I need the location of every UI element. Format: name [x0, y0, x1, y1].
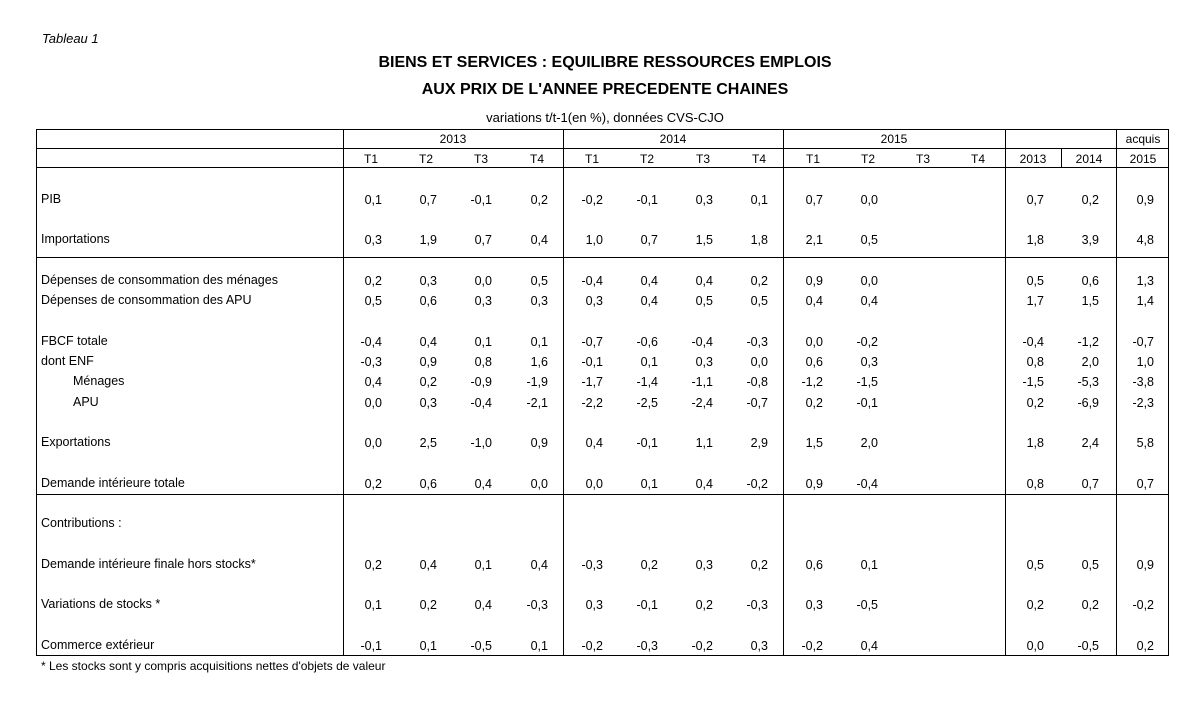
table-cell: -2,2 [581, 396, 603, 410]
year-header: 2014 [659, 132, 687, 146]
column-separator [563, 129, 564, 655]
table-cell: 0,8 [1026, 477, 1044, 491]
table-cell: -0,1 [636, 193, 658, 207]
column-separator [343, 129, 344, 655]
table-cell: -0,4 [470, 396, 492, 410]
table-cell: 1,0 [585, 233, 603, 247]
row-label: APU [73, 395, 99, 409]
table-cell: 5,8 [1136, 436, 1154, 450]
table-cell: -1,5 [856, 375, 878, 389]
table-cell: 0,2 [640, 558, 658, 572]
table-cell: -0,7 [581, 335, 603, 349]
table-cell: 0,3 [474, 294, 492, 308]
row-label: Dépenses de consommation des APU [41, 293, 252, 307]
table-cell: 1,7 [1026, 294, 1044, 308]
table-cell: 0,7 [1026, 193, 1044, 207]
table-cell: 0,4 [474, 477, 492, 491]
table-cell: 0,1 [750, 193, 768, 207]
column-separator [1116, 129, 1117, 655]
table-cell: 0,4 [419, 558, 437, 572]
year-header: 2015 [880, 132, 908, 146]
table-cell: 0,4 [530, 233, 548, 247]
table-cell: -0,5 [470, 639, 492, 653]
table-cell: 1,9 [419, 233, 437, 247]
table-cell: 0,2 [805, 396, 823, 410]
table-cell: -0,1 [636, 436, 658, 450]
table-cell: 0,0 [474, 274, 492, 288]
table-cell: 0,3 [419, 396, 437, 410]
row-label: Demande intérieure totale [41, 476, 185, 490]
table-cell: -0,2 [581, 193, 603, 207]
table-cell: 0,6 [805, 355, 823, 369]
table-cell: 0,5 [695, 294, 713, 308]
table-cell: 1,6 [530, 355, 548, 369]
table-border-top [36, 129, 1168, 130]
table-cell: 0,9 [419, 355, 437, 369]
year-header: 2013 [439, 132, 467, 146]
row-label: Exportations [41, 435, 111, 449]
table-cell: 0,4 [530, 558, 548, 572]
table-cell: 0,7 [419, 193, 437, 207]
table-cell: 0,1 [474, 335, 492, 349]
table-cell: 0,6 [805, 558, 823, 572]
section-separator [36, 494, 1168, 495]
table-cell: 0,1 [364, 193, 382, 207]
table-cell: -0,4 [360, 335, 382, 349]
table-cell: -0,4 [581, 274, 603, 288]
row-label: Commerce extérieur [41, 638, 155, 652]
table-cell: 0,0 [585, 477, 603, 491]
table-cell: -0,3 [360, 355, 382, 369]
table-cell: 0,0 [805, 335, 823, 349]
table-title-line1: BIENS ET SERVICES : EQUILIBRE RESSOURCES EMPLOIS [378, 54, 832, 71]
table-cell: 3,9 [1081, 233, 1099, 247]
table-cell: -1,1 [691, 375, 713, 389]
table-cell: 0,3 [364, 233, 382, 247]
table-cell: -2,4 [691, 396, 713, 410]
table-cell: 0,5 [860, 233, 878, 247]
table-cell: 0,2 [364, 274, 382, 288]
quarter-header: T4 [751, 152, 766, 166]
table-cell: 0,4 [695, 477, 713, 491]
acquis-year-header: 2015 [1129, 152, 1157, 166]
table-cell: -0,4 [856, 477, 878, 491]
table-cell: 0,1 [530, 639, 548, 653]
table-cell: 0,2 [419, 598, 437, 612]
table-cell: 0,2 [1136, 639, 1154, 653]
table-cell: 0,1 [364, 598, 382, 612]
row-label: FBCF totale [41, 334, 108, 348]
table-cell: -6,9 [1077, 396, 1099, 410]
table-cell: 0,3 [585, 598, 603, 612]
table-cell: 0,2 [1081, 193, 1099, 207]
table-cell: 0,5 [364, 294, 382, 308]
table-cell: -0,4 [1022, 335, 1044, 349]
table-border-left [36, 129, 37, 655]
table-cell: 2,9 [750, 436, 768, 450]
table-cell: 0,6 [419, 294, 437, 308]
table-cell: -1,7 [581, 375, 603, 389]
table-cell: -0,1 [636, 598, 658, 612]
row-label: Ménages [73, 374, 125, 388]
table-cell: -0,9 [470, 375, 492, 389]
table-cell: -0,3 [746, 598, 768, 612]
footnote: * Les stocks sont y compris acquisitions nettes d'objets de valeur [41, 659, 386, 673]
table-cell: 1,5 [1081, 294, 1099, 308]
table-cell: 0,5 [1081, 558, 1099, 572]
table-cell: -2,3 [1132, 396, 1154, 410]
quarter-header: T2 [639, 152, 654, 166]
table-cell: 0,2 [1081, 598, 1099, 612]
quarter-header: T1 [805, 152, 820, 166]
table-cell: 0,5 [750, 294, 768, 308]
table-cell: 0,1 [474, 558, 492, 572]
table-cell: 0,1 [860, 558, 878, 572]
table-cell: 0,1 [640, 355, 658, 369]
table-cell: 0,4 [860, 639, 878, 653]
table-cell: -0,3 [526, 598, 548, 612]
annual-year-header: 2014 [1075, 152, 1103, 166]
quarter-header: T3 [695, 152, 710, 166]
table-border-right [1168, 129, 1169, 656]
table-cell: -0,1 [856, 396, 878, 410]
table-cell: 2,4 [1081, 436, 1099, 450]
table-cell: 1,8 [1026, 436, 1044, 450]
table-cell: 0,1 [640, 477, 658, 491]
row-label: Variations de stocks * [41, 597, 161, 611]
table-cell: 0,3 [695, 558, 713, 572]
quarter-header: T4 [970, 152, 985, 166]
table-cell: -1,0 [470, 436, 492, 450]
table-cell: -2,5 [636, 396, 658, 410]
table-cell: 0,2 [419, 375, 437, 389]
table-cell: -0,2 [1132, 598, 1154, 612]
table-cell: 1,8 [750, 233, 768, 247]
table-cell: 0,2 [364, 477, 382, 491]
table-cell: 0,3 [419, 274, 437, 288]
table-cell: 0,0 [364, 436, 382, 450]
quarter-header: T3 [915, 152, 930, 166]
table-cell: -1,9 [526, 375, 548, 389]
section-separator [36, 257, 1168, 258]
table-cell: 0,8 [1026, 355, 1044, 369]
acquis-header: acquis [1125, 132, 1161, 146]
table-title-line2: AUX PRIX DE L'ANNEE PRECEDENTE CHAINES [421, 81, 789, 98]
table-cell: 0,0 [530, 477, 548, 491]
table-cell: -0,1 [470, 193, 492, 207]
quarter-header: T3 [473, 152, 488, 166]
table-cell: -2,1 [526, 396, 548, 410]
table-cell: 0,3 [695, 193, 713, 207]
table-cell: 0,4 [419, 335, 437, 349]
table-cell: 2,1 [805, 233, 823, 247]
quarter-header: T1 [584, 152, 599, 166]
table-cell: 0,5 [1026, 558, 1044, 572]
table-cell: 0,2 [1026, 598, 1044, 612]
table-cell: -1,4 [636, 375, 658, 389]
table-cell: 0,5 [1026, 274, 1044, 288]
table-cell: 0,3 [805, 598, 823, 612]
table-cell: 2,0 [860, 436, 878, 450]
table-cell: 0,8 [474, 355, 492, 369]
table-cell: 0,9 [530, 436, 548, 450]
table-cell: 0,3 [860, 355, 878, 369]
table-cell: -0,2 [801, 639, 823, 653]
table-cell: -0,2 [691, 639, 713, 653]
table-cell: 0,7 [640, 233, 658, 247]
header-separator [36, 148, 1168, 149]
table-cell: 0,3 [695, 355, 713, 369]
table-cell: 0,7 [1081, 477, 1099, 491]
table-cell: 0,0 [750, 355, 768, 369]
quarter-header: T4 [529, 152, 544, 166]
table-cell: 0,5 [530, 274, 548, 288]
table-cell: 0,9 [805, 477, 823, 491]
table-cell: 0,9 [1136, 193, 1154, 207]
quarter-header: T2 [418, 152, 433, 166]
table-cell: 0,9 [1136, 558, 1154, 572]
table-cell: 0,0 [1026, 639, 1044, 653]
table-cell: 1,1 [695, 436, 713, 450]
table-cell: 0,7 [1136, 477, 1154, 491]
table-cell: -0,3 [636, 639, 658, 653]
row-label: PIB [41, 192, 62, 206]
table-cell: -0,8 [746, 375, 768, 389]
table-cell: 1,5 [695, 233, 713, 247]
table-cell: 0,2 [750, 274, 768, 288]
table-cell: 0,4 [640, 274, 658, 288]
column-separator [1005, 129, 1006, 655]
table-cell: -0,4 [691, 335, 713, 349]
table-cell: -0,2 [746, 477, 768, 491]
table-cell: -0,3 [581, 558, 603, 572]
table-cell: -0,7 [1132, 335, 1154, 349]
column-separator [1061, 148, 1062, 168]
table-number-label: Tableau 1 [42, 31, 99, 46]
table-cell: 2,5 [419, 436, 437, 450]
table-cell: 4,8 [1136, 233, 1154, 247]
row-label: Contributions : [41, 516, 122, 530]
table-border-bottom [36, 655, 1168, 656]
table-cell: -0,5 [856, 598, 878, 612]
table-cell: 1,3 [1136, 274, 1154, 288]
table-cell: 0,1 [530, 335, 548, 349]
table-cell: 0,2 [530, 193, 548, 207]
column-separator [783, 129, 784, 655]
table-cell: -0,7 [746, 396, 768, 410]
table-cell: 0,3 [585, 294, 603, 308]
table-cell: -0,2 [856, 335, 878, 349]
table-cell: 1,5 [805, 436, 823, 450]
table-cell: 0,6 [419, 477, 437, 491]
table-cell: 0,0 [860, 193, 878, 207]
table-cell: 0,4 [695, 274, 713, 288]
table-cell: 0,4 [805, 294, 823, 308]
table-cell: -0,1 [360, 639, 382, 653]
table-cell: 0,4 [364, 375, 382, 389]
table-cell: 0,9 [805, 274, 823, 288]
table-cell: -0,3 [746, 335, 768, 349]
quarter-header: T2 [860, 152, 875, 166]
row-label: Dépenses de consommation des ménages [41, 273, 278, 287]
table-cell: 0,4 [474, 598, 492, 612]
table-cell: 0,4 [585, 436, 603, 450]
table-cell: 1,4 [1136, 294, 1154, 308]
table-cell: 2,0 [1081, 355, 1099, 369]
table-cell: 0,6 [1081, 274, 1099, 288]
table-cell: 0,7 [474, 233, 492, 247]
table-cell: 0,1 [419, 639, 437, 653]
row-label: dont ENF [41, 354, 94, 368]
table-cell: 0,2 [1026, 396, 1044, 410]
table-cell: -1,2 [801, 375, 823, 389]
header-separator [36, 167, 1168, 168]
table-cell: 0,4 [640, 294, 658, 308]
row-label: Demande intérieure finale hors stocks* [41, 557, 256, 571]
table-cell: -3,8 [1132, 375, 1154, 389]
table-cell: -0,5 [1077, 639, 1099, 653]
table-cell: -1,5 [1022, 375, 1044, 389]
table-cell: 1,0 [1136, 355, 1154, 369]
table-cell: 0,7 [805, 193, 823, 207]
table-cell: -0,2 [581, 639, 603, 653]
table-cell: -5,3 [1077, 375, 1099, 389]
table-cell: 0,2 [695, 598, 713, 612]
table-cell: 0,4 [860, 294, 878, 308]
table-cell: 0,2 [750, 558, 768, 572]
table-cell: -0,6 [636, 335, 658, 349]
table-cell: 1,8 [1026, 233, 1044, 247]
table-cell: 0,2 [364, 558, 382, 572]
table-cell: 0,0 [364, 396, 382, 410]
table-cell: -0,1 [581, 355, 603, 369]
table-cell: 0,3 [750, 639, 768, 653]
row-label: Importations [41, 232, 110, 246]
table-cell: 0,3 [530, 294, 548, 308]
table-subtitle: variations t/t-1(en %), données CVS-CJO [486, 110, 724, 125]
quarter-header: T1 [363, 152, 378, 166]
table-cell: 0,0 [860, 274, 878, 288]
annual-year-header: 2013 [1019, 152, 1047, 166]
table-cell: -1,2 [1077, 335, 1099, 349]
